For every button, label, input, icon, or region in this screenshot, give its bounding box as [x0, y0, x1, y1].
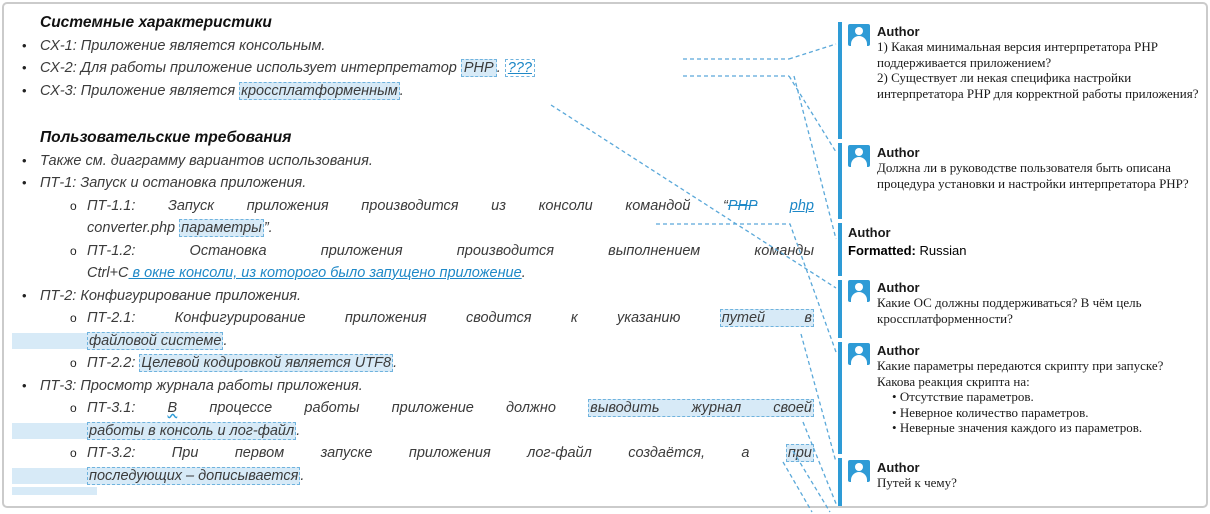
comment-paragraph: Какие ОС должны поддерживаться? В чём цель кроссплатформенности?	[877, 295, 1142, 326]
comment-card[interactable]	[848, 24, 1204, 101]
inserted-text[interactable]: php	[789, 197, 814, 214]
text-run: .	[399, 82, 404, 99]
comment-text	[877, 475, 1204, 491]
text-run: ПТ-1.1: Запуск приложения производится из консоли командой “	[87, 197, 728, 214]
document-line	[12, 127, 814, 150]
change-detail	[848, 242, 1204, 260]
comment-bullet-list	[892, 389, 1204, 436]
list-bullet: •	[22, 152, 27, 168]
text-run: ”.	[263, 220, 273, 236]
list-bullet: o	[70, 401, 77, 415]
author-avatar-icon	[848, 280, 870, 302]
comment-paragraph: Какие параметры передаются скрипту при запуске? Какова реакция скрипта на:	[877, 358, 1164, 389]
text-run: процессе работы приложение должно	[177, 400, 589, 416]
document-line	[12, 352, 814, 375]
document-line	[12, 307, 814, 330]
list-bullet: •	[22, 377, 27, 393]
comment-card[interactable]	[848, 145, 1204, 191]
text-run: СХ-1: Приложение является консольным.	[40, 37, 326, 54]
text-run: ПТ-3.2: При первом запуске приложения лог-файл создаётся, а	[87, 445, 786, 461]
comment-author: Author	[848, 225, 891, 240]
comment-anchor-highlight[interactable]: файловой системе	[89, 332, 222, 349]
text-run: ПТ-1: Запуск и остановка приложения.	[40, 175, 307, 191]
comment-author: Author	[877, 280, 920, 295]
comment-body	[877, 460, 1204, 491]
comment-anchor-highlight[interactable]: при	[787, 445, 812, 461]
page	[2, 2, 1208, 508]
comment-text	[877, 160, 1204, 191]
document-line	[12, 57, 814, 80]
list-bullet: •	[22, 60, 27, 75]
comment-bullet-item: • Неверное количество параметров.	[892, 405, 1204, 421]
comments-rail	[838, 280, 842, 338]
list-bullet: o	[70, 446, 77, 460]
comment-paragraph: Путей к чему?	[877, 475, 957, 490]
spellcheck-text: В	[167, 400, 178, 416]
document-line	[12, 35, 814, 58]
comment-bullet-item: • Неверные значения каждого из параметров.	[892, 420, 1204, 436]
author-avatar-icon	[848, 24, 870, 46]
document-line	[12, 262, 814, 285]
author-avatar-icon	[848, 460, 870, 482]
text-run: ПТ-3.1:	[87, 400, 168, 416]
document-line	[12, 80, 814, 103]
comment-anchor-highlight[interactable]: Целевой кодировкой является UTF8	[141, 355, 392, 371]
text-run: Ctrl+C	[87, 265, 129, 281]
comment-anchor-highlight[interactable]: кроссплатформенным	[241, 82, 398, 99]
comment-anchor-highlight[interactable]: параметры	[181, 220, 262, 236]
text-run: .	[300, 467, 305, 484]
text-run: ПТ-1.2: Остановка приложения производится выполнением команды	[87, 242, 814, 259]
comments-rail	[838, 458, 842, 506]
comments-rail	[838, 342, 842, 454]
document-line	[12, 195, 814, 218]
comment-body	[877, 343, 1204, 436]
document-line	[12, 487, 814, 497]
document-line	[12, 217, 814, 240]
comments-rail	[838, 143, 842, 219]
text-run: ПТ-2.1: Конфигурирование приложения сводится к указанию	[87, 310, 720, 326]
list-bullet: o	[70, 311, 77, 325]
text-run: ПТ-2: Конфигурирование приложения.	[40, 287, 302, 304]
comment-body	[877, 280, 1204, 326]
deleted-text[interactable]: PHP	[727, 197, 758, 214]
document-line	[12, 12, 814, 35]
comment-anchor-highlight[interactable]: путей в	[721, 310, 812, 326]
comment-text	[877, 358, 1204, 436]
comment-author: Author	[877, 145, 920, 160]
comments-rail	[838, 223, 842, 276]
highlight-band	[12, 468, 87, 484]
document-line	[12, 150, 814, 173]
comment-author: Author	[877, 24, 920, 39]
text-run: converter.php	[87, 220, 180, 236]
inserted-placeholder[interactable]: ???	[505, 59, 535, 77]
text-run: .	[393, 355, 398, 371]
comment-paragraph: 2) Существует ли некая специфика настройки интерпретатора PHP для корректной работы приложения?	[877, 70, 1199, 101]
comment-anchor-box[interactable]: PHP	[461, 59, 497, 77]
list-bullet: •	[22, 82, 27, 98]
comments-rail	[838, 22, 842, 139]
comment-anchor-highlight[interactable]: выводить журнал своей	[590, 400, 812, 416]
comment-author: Author	[877, 460, 920, 475]
document-line	[12, 330, 814, 353]
text-run: Также см. диаграмму вариантов использования.	[40, 152, 373, 169]
inserted-text[interactable]: в окне консоли, из которого было запущено приложение	[128, 265, 522, 281]
comment-text	[877, 295, 1204, 326]
comment-paragraph: 1) Какая минимальная версия интерпретатора PHP поддерживается приложением?	[877, 39, 1158, 70]
comment-anchor-highlight[interactable]: последующих – дописывается	[89, 467, 299, 484]
document-line	[12, 420, 814, 443]
document-pane	[12, 12, 814, 497]
document-line	[12, 465, 814, 488]
comment-bullet-item: • Отсутствие параметров.	[892, 389, 1204, 405]
text-run: СХ-3: Приложение является	[40, 82, 240, 99]
comment-body	[848, 225, 1204, 260]
document-line	[12, 285, 814, 308]
text-run: ПТ-3: Просмотр журнала работы приложения.	[40, 377, 363, 394]
change-value: Russian	[915, 243, 967, 258]
document-line	[12, 397, 814, 420]
highlight-band	[12, 423, 87, 439]
change-type-label: Formatted:	[848, 243, 916, 258]
highlight-band	[12, 487, 97, 495]
text-run: .	[521, 265, 526, 281]
text-run: Системные характеристики	[40, 14, 272, 31]
text-run: Пользовательские требования	[40, 129, 292, 146]
text-run: СХ-2: Для работы приложение использует интерпретатор	[40, 60, 461, 76]
author-avatar-icon	[848, 343, 870, 365]
list-bullet: o	[70, 198, 77, 213]
document-line	[12, 442, 814, 465]
document-line	[12, 240, 814, 263]
comment-card[interactable]	[848, 460, 1204, 491]
comment-body	[877, 145, 1204, 191]
comment-anchor-highlight[interactable]: работы в консоль и лог-файл	[89, 422, 295, 439]
text-run: ПТ-2.2:	[87, 355, 140, 371]
comment-card[interactable]	[848, 343, 1204, 436]
list-bullet: •	[22, 37, 27, 53]
list-bullet: o	[70, 356, 77, 370]
list-bullet: •	[22, 287, 27, 303]
text-run: .	[296, 422, 301, 439]
comment-text	[877, 39, 1204, 101]
highlight-band	[12, 333, 87, 349]
text-run: .	[223, 332, 228, 349]
author-avatar-icon	[848, 145, 870, 167]
comment-body	[877, 24, 1204, 101]
comment-paragraph: Должна ли в руководстве пользователя быть описана процедура установки и настройки интерпретатора PHP?	[877, 160, 1189, 191]
document-line	[12, 375, 814, 398]
list-bullet: o	[70, 243, 77, 258]
comment-author: Author	[877, 343, 920, 358]
comment-card[interactable]	[848, 280, 1204, 326]
change-record[interactable]	[848, 225, 1204, 260]
text-run	[757, 198, 790, 214]
document-line	[12, 172, 814, 195]
list-bullet: •	[22, 175, 27, 190]
text-run: .	[496, 60, 505, 76]
